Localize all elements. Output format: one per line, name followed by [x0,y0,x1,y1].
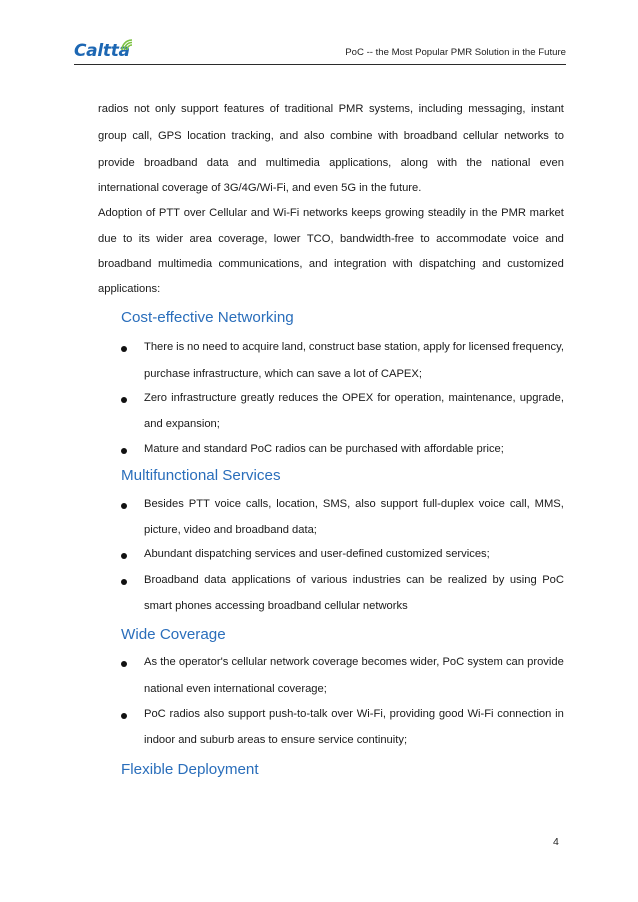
word: providing [389,708,436,720]
word: land, [281,341,307,353]
word: applications [231,574,291,586]
bullet-icon [121,661,127,667]
word: support [380,498,418,510]
word: in [555,708,564,720]
word: voice [214,498,241,510]
word: operation, [394,392,445,404]
word: keeps [351,207,382,219]
word: maintenance, [448,392,516,404]
signal-arcs-icon [120,38,134,52]
word: various [311,574,348,586]
intro-line [98,157,564,169]
bullet-text [144,341,564,353]
word: Zero [144,392,168,404]
word: PoC [442,656,465,668]
bullet-text: smart phones accessing broadband cellular networks [144,600,408,612]
word: TCO, [306,233,334,245]
word: applications, [329,157,392,169]
word: also [355,498,376,510]
word: dispatching [419,258,476,270]
word: infrastructure [171,392,237,404]
word: be [429,574,443,586]
word: call, [509,498,530,510]
word: even [539,157,564,169]
bullet-text: purchase infrastructure, which can save a lot of CAPEX; [144,368,422,380]
word: in [469,207,479,219]
word: base [357,341,382,353]
word: and [308,258,328,270]
word: becomes [361,656,407,668]
word: its [138,233,150,245]
word: station, [384,341,421,353]
word: is [176,341,185,353]
word: to [230,341,240,353]
word: accommodate [436,233,507,245]
word: with [392,258,413,270]
word: using [509,574,537,586]
bullet-icon [121,397,127,403]
word: also [303,130,325,142]
word: lower [273,233,301,245]
bullet-icon [121,448,127,454]
word: industries [352,574,401,586]
word: provide [98,157,135,169]
word: push-to-talk [269,708,328,720]
word: upgrade, [519,392,564,404]
bullet-text: national even international coverage; [144,683,327,695]
word: broadband [98,258,152,270]
word: the [322,392,338,404]
word: operator's [178,656,229,668]
word: Broadband [144,574,199,586]
word: to [123,233,133,245]
word: of [296,574,306,586]
word: reduces [278,392,319,404]
word: of [269,103,280,115]
intro-line [98,130,564,142]
word: including [418,103,463,115]
word: provide [527,656,564,668]
word: PTT [188,498,210,510]
word: features [223,103,265,115]
word: instant [530,103,564,115]
word: location [187,130,226,142]
word: broadband [403,130,458,142]
word: of [145,207,156,219]
adoption-line [98,233,564,245]
word: with [437,157,458,169]
word: systems, [368,103,414,115]
word: greatly [240,392,275,404]
word: GPS [157,130,182,142]
bullet-icon [121,579,127,585]
word: Adoption [98,207,143,219]
word: traditional [284,103,334,115]
word: to [554,130,564,142]
word: Besides [144,498,184,510]
word: support [181,103,219,115]
word: location, [276,498,318,510]
word: cellular [462,130,499,142]
word: support [227,708,266,720]
word: and [482,258,501,270]
word: acquire [242,341,279,353]
adoption-line: applications: [98,283,161,295]
word: due [98,233,117,245]
adoption-line [98,258,564,270]
word: coverage [312,656,359,668]
bullet-icon [121,553,127,559]
word: construct [308,341,355,353]
word: only [155,103,176,115]
word: MMS, [534,498,564,510]
section-heading-multifunctional-services: Multifunctional Services [121,467,281,484]
word: and [279,130,299,142]
word: SMS, [322,498,351,510]
word: growing [384,207,425,219]
word: As [144,656,158,668]
bullet-text [144,574,564,586]
word: and [545,233,564,245]
word: cellular [231,656,267,668]
adoption-line [98,207,564,219]
word: messaging, [468,103,526,115]
bullet-text [144,392,564,404]
word: networks [504,130,549,142]
word: PoC [542,574,564,586]
bullet-text: picture, video and broadband data; [144,524,317,536]
word: combine [330,130,373,142]
bullet-text: and expansion; [144,418,220,430]
bullet-text [144,498,564,510]
word: and [250,207,270,219]
word: Wi-Fi, [356,708,386,720]
word: communications, [218,258,303,270]
word: good [438,708,464,720]
word: also [203,708,225,720]
word: There [144,341,174,353]
word: voice [478,498,505,510]
word: PMR [501,207,526,219]
bullet-icon [121,346,127,352]
word: group [98,130,127,142]
bullet-text: indoor and suburb areas to ensure service continuity; [144,734,408,746]
word: radios [169,708,200,720]
word: multimedia [265,157,320,169]
section-heading-flexible-deployment: Flexible Deployment [121,761,259,778]
word: national [491,157,531,169]
bullet-text: Mature and standard PoC radios can be purchased with affordable price; [144,443,504,455]
word: market [529,207,564,219]
word: system [467,656,503,668]
word: the [481,207,498,219]
bullet-text [144,708,564,720]
bullet-text: Abundant dispatching services and user-defined customized services; [144,548,490,560]
word: steadily [427,207,466,219]
bullet-icon [121,503,127,509]
word: OPEX [342,392,374,404]
word: Wi-Fi [273,207,300,219]
word: apply [423,341,450,353]
word: area [189,233,212,245]
word: radios [98,103,129,115]
word: PoC [144,708,166,720]
word: by [492,574,505,586]
word: realized [447,574,487,586]
word: over [183,207,206,219]
word: to [420,233,430,245]
word: and [237,157,257,169]
word: PMR [338,103,364,115]
intro-line [98,103,564,115]
intro-line: international coverage of 3G/4G/Wi-Fi, and even 5G in the future. [98,182,422,194]
word: the [466,157,482,169]
header-title: PoC -- the Most Popular PMR Solution in the Future [345,47,566,58]
word: full-duplex [422,498,474,510]
word: need [202,341,228,353]
word: bandwidth-free [339,233,414,245]
word: along [400,157,428,169]
word: customized [507,258,564,270]
word: PTT [158,207,181,219]
word: the [160,656,176,668]
word: can [406,574,425,586]
word: network [270,656,310,668]
page-header [74,38,566,64]
word: call, [132,130,153,142]
section-heading-wide-coverage: Wide Coverage [121,626,226,643]
word: Cellular [209,207,248,219]
bullet-text [144,656,564,668]
word: no [187,341,200,353]
word: broadband [143,157,198,169]
word: networks [302,207,348,219]
word: for [377,392,391,404]
word: connection [497,708,552,720]
word: coverage, [218,233,268,245]
word: can [505,656,524,668]
bullet-icon [121,713,127,719]
caltta-logo: Caltta [74,38,134,64]
word: for [452,341,466,353]
word: multimedia [157,258,213,270]
section-heading-cost-effective-networking: Cost-effective Networking [121,309,294,326]
word: licensed [468,341,510,353]
word: data [204,574,227,586]
word: integration [334,258,387,270]
page-number: 4 [553,836,559,848]
word: Wi-Fi [467,708,494,720]
word: over [331,708,353,720]
word: calls, [245,498,272,510]
word: wider [156,233,184,245]
word: not [133,103,150,115]
word: voice [512,233,539,245]
word: tracking, [231,130,274,142]
word: with [378,130,399,142]
header-divider [74,64,566,65]
word: data [206,157,229,169]
word: frequency, [512,341,564,353]
word: wider, [410,656,440,668]
